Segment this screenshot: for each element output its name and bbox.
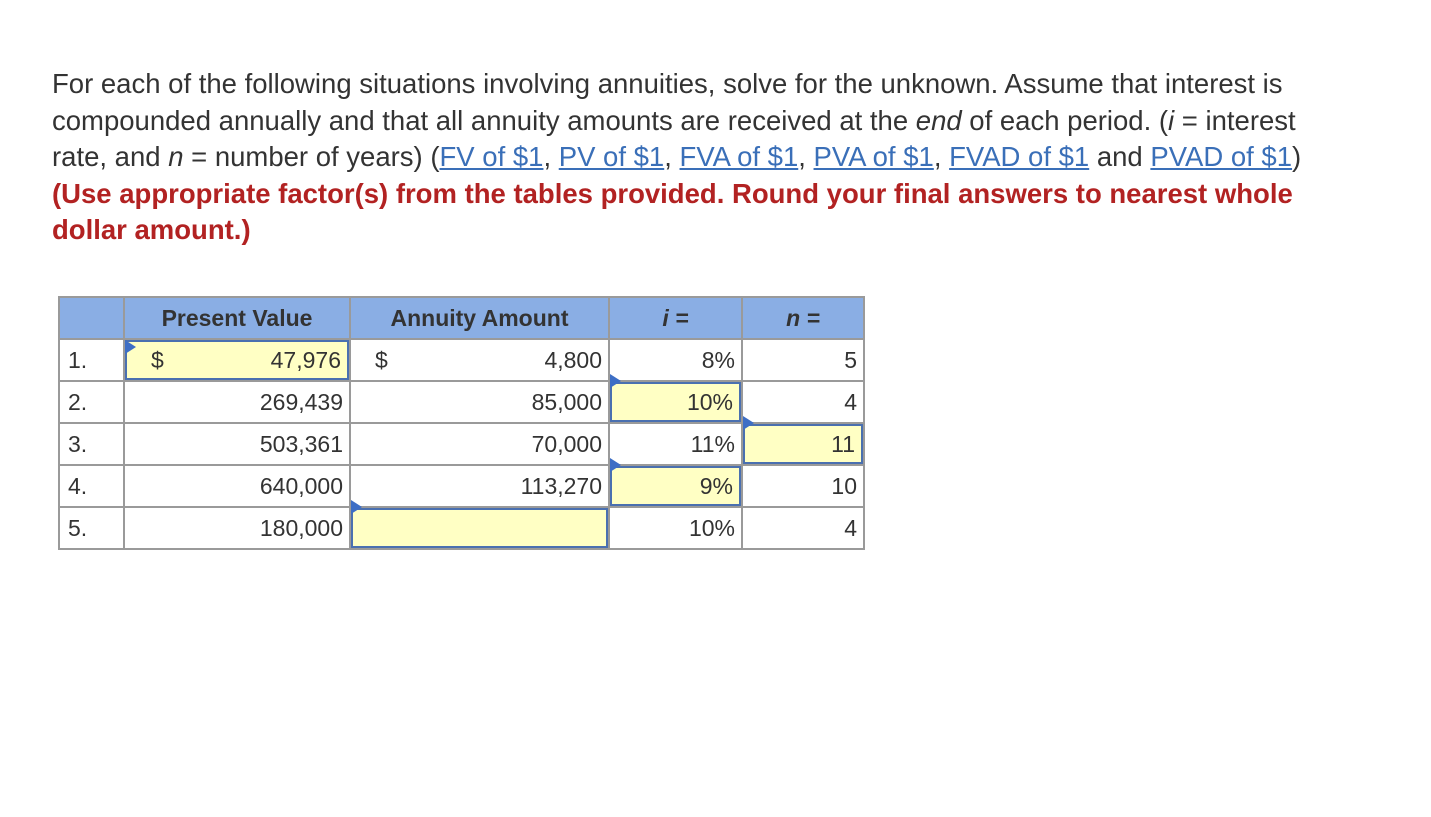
interest-rate: 11% [690,430,735,457]
row-number: 2. [59,381,124,423]
interest-rate-cell [609,507,742,549]
instruction-text: (Use appropriate factor(s) from the tables provided. Round your final answers to nearest whole dollar amount.) [52,177,1293,245]
present-value: 503,361 [259,430,343,457]
years: 11 [831,430,855,457]
interest-rate: 9% [699,472,733,499]
input-flag-icon [610,458,621,472]
years: 10 [831,472,857,499]
link-pva-of-1[interactable]: PVA of $1 [813,141,934,172]
table-row [59,507,864,549]
present-value: 640,000 [259,472,343,499]
separator: ) [1292,141,1302,172]
years-cell [742,339,864,381]
interest-rate-cell [609,339,742,381]
annuity-amount-cell [350,423,609,465]
prompt-text: For each of the following situations involving annuities, solve for the unknown. Assume that interest is compounded annually and that all annuity amounts are received at the [52,68,1283,136]
link-pvad-of-1[interactable]: PVAD of $1 [1150,141,1293,172]
annuity-amount: 113,270 [520,472,602,499]
interest-rate-input-row-4[interactable] [609,465,742,507]
row-number: 1. [59,339,124,381]
prompt-symbol-i: i [1168,104,1175,136]
table-row [59,465,864,507]
years-cell [742,507,864,549]
table-row [59,423,864,465]
present-value-input-row-1[interactable] [124,339,350,381]
present-value-cell [124,423,350,465]
link-fva-of-1[interactable]: FVA of $1 [679,141,799,172]
interest-rate-input-row-2[interactable] [609,381,742,423]
row-number: 3. [59,423,124,465]
present-value-cell [124,381,350,423]
present-value: 180,000 [259,514,343,541]
years-input-row-3[interactable] [742,423,864,465]
prompt-text: = interest rate, and [52,104,1296,172]
years-cell [742,381,864,423]
link-pv-of-1[interactable]: PV of $1 [558,141,665,172]
present-value-cell [124,507,350,549]
separator: , [933,141,950,172]
interest-rate: 10% [686,388,733,415]
input-flag-icon [743,416,754,430]
interest-rate: 10% [688,514,735,541]
present-value: 47,976 [270,346,341,373]
separator: , [664,141,680,172]
interest-rate: 8% [701,346,735,373]
header-row [59,297,864,339]
annuity-amount-cell [350,381,609,423]
prompt-emphasis-end: end [915,104,962,136]
separator: , [543,141,559,172]
annuity-amount-cell [350,465,609,507]
annuity-amount-input-row-5[interactable] [350,507,609,549]
annuity-amount-cell [350,339,609,381]
annuity-amount: 4,800 [544,346,602,373]
link-fvad-of-1[interactable]: FVAD of $1 [949,141,1090,172]
separator: , [798,141,814,172]
years-cell [742,465,864,507]
header-present-value: Present Value [124,297,350,339]
years: 4 [844,514,857,541]
link-fv-of-1[interactable]: FV of $1 [439,141,544,172]
present-value: 269,439 [259,388,343,415]
years: 4 [844,388,857,415]
header-interest-rate: i = [609,297,742,339]
header-blank [59,297,124,339]
currency-symbol: $ [375,346,388,373]
separator: and [1089,141,1151,172]
annuity-table [58,296,865,550]
years: 5 [844,346,857,373]
prompt-symbol-n: n [168,141,184,172]
row-number: 5. [59,507,124,549]
header-annuity-amount: Annuity Amount [350,297,609,339]
annuity-amount: 70,000 [531,430,602,457]
header-years: n = [742,297,864,339]
input-flag-icon [351,500,362,514]
input-flag-icon [610,374,621,388]
present-value-cell [124,465,350,507]
annuity-amount: 85,000 [531,388,602,415]
interest-rate-cell [609,423,742,465]
row-number: 4. [59,465,124,507]
prompt-text: of each period. ( [961,104,1169,136]
prompt-text: = number of years) ( [183,141,440,172]
table-row [59,339,864,381]
currency-symbol: $ [151,346,164,373]
input-flag-icon [125,340,136,354]
question-prompt [52,66,1352,249]
